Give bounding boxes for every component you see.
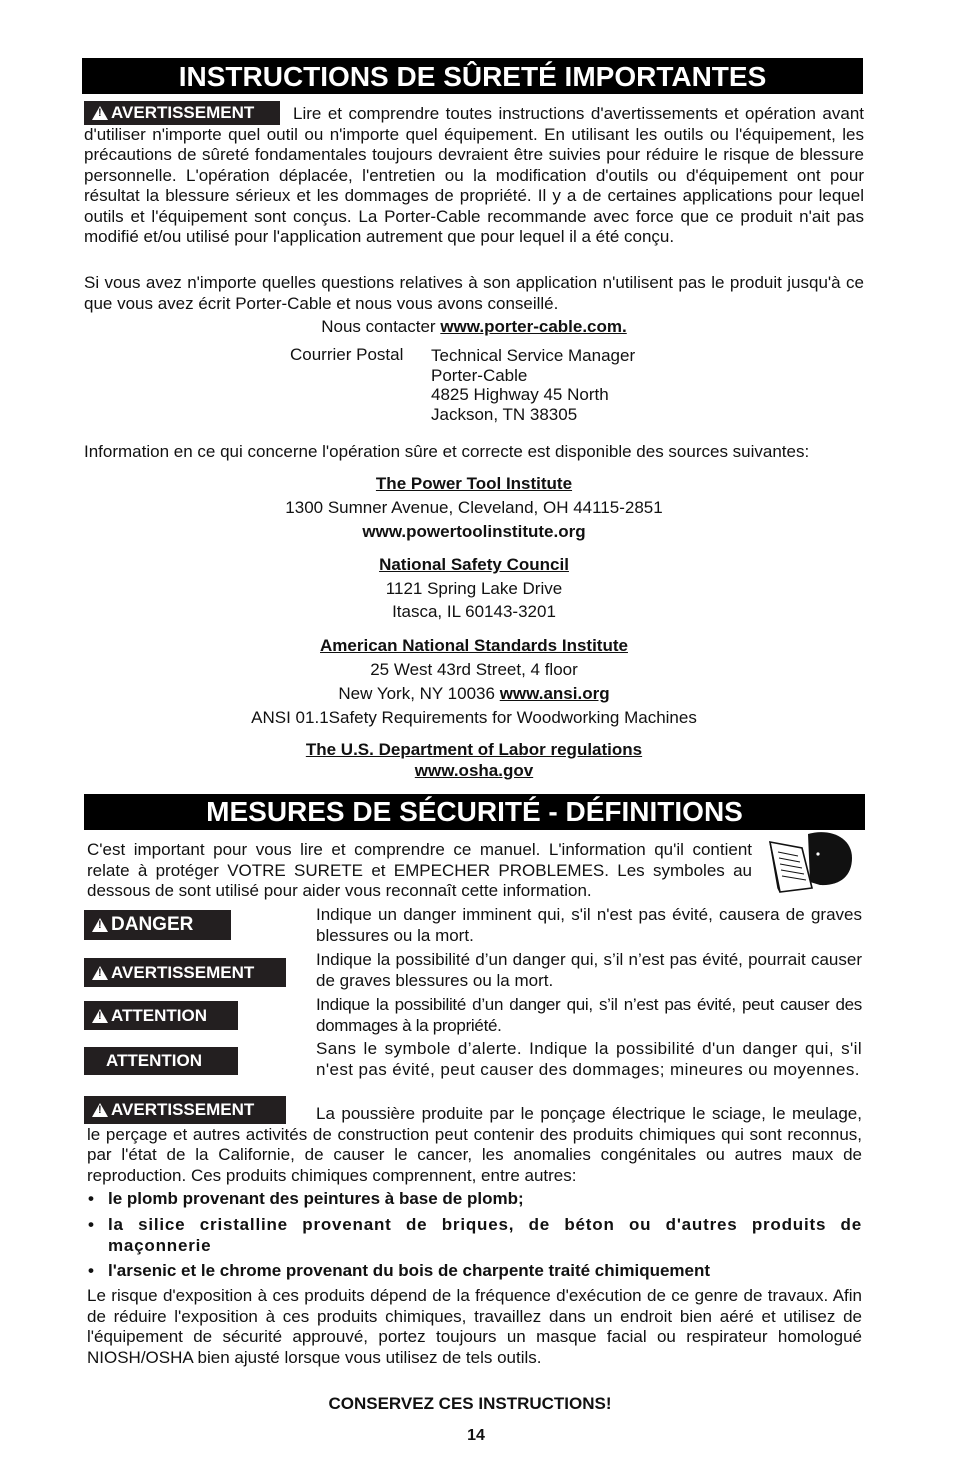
section-title-safety-instructions: INSTRUCTIONS DE SÛRETÉ IMPORTANTES [82,58,863,94]
dust-paragraph: La poussière produite par le ponçage électrique le sciage, le meulage, le perçage et autres activités de construction peut contenir des produits chimiques qui sont reconnus, par l'état de la Californie, de causer le cancer, les anomalies congénitales ou autres maux de reproduction. Ces produits chimiques comprennent, entre autres: [87,1104,862,1185]
list-item: • l'arsenic et le chrome provenant du bois de charpente traité chimiquement [88,1261,711,1280]
source-ansi-address2: New York, NY 10036 www.ansi.org [338,684,610,703]
info-paragraph: Information en ce qui concerne l'opération sûre et correcte est disponible des sources suivantes: [84,442,810,461]
section-title-definitions: MESURES DE SÉCURITÉ - DÉFINITIONS [84,794,865,830]
avertissement-label: ! AVERTISSEMENT [84,958,286,987]
source-dol-name: The U.S. Department of Labor regulations [305,740,643,759]
save-instructions-note: CONSERVEZ CES INSTRUCTIONS! [328,1394,612,1413]
alert-triangle-icon [92,918,108,932]
source-pti-name: The Power Tool Institute [375,474,573,493]
warning-label: ! AVERTISSEMENT [84,101,280,125]
mail-address: Technical Service Manager Porter-Cable 4825 Highway 45 North Jackson, TN 38305 [431,346,636,424]
danger-label: ! DANGER [84,910,231,940]
source-dol-url[interactable]: www.osha.gov [414,761,534,780]
attention-no-symbol-definition: Sans le symbole d’alerte. Indique la possibilité d'un danger qui, s'il n'est pas évité, peut causer des dommages; mineures ou moyennes. [316,1039,862,1079]
source-nsc-address1: 1121 Spring Lake Drive [385,579,563,598]
alert-triangle-icon [92,966,108,980]
attention-definition: Indique la possibilité d’un danger qui, s’il n’est pas évité, peut causer des dommages à la propriété. [316,995,862,1035]
source-nsc-name: National Safety Council [379,555,569,574]
alert-triangle-icon [92,1009,108,1023]
page-number: 14 [467,1427,485,1444]
dust-warning-label: ! AVERTISSEMENT [84,1096,286,1124]
mail-label: Courrier Postal [290,345,404,364]
contact-line: Nous contacter www.porter-cable.com. [321,317,627,336]
attention-no-symbol-label: ATTENTION [84,1047,238,1075]
danger-definition: Indique un danger imminent qui, s'il n'est pas évité, causera de graves blessures ou la mort. [316,905,862,945]
source-nsc-address2: Itasca, IL 60143-3201 [392,602,556,621]
risk-paragraph: Le risque d'exposition à ces produits dépend de la fréquence d'exécution de ce genre de travaux. Afin de réduire l'exposition à ces produits chimiques, travaillez dans un endroit bien aéré et utilisez de l'équipement de sécurité approuvé, portez toujours un masque facial ou respirateur homologué NIOSH/OSHA bien ajusté lorsque vous utilisez de tels outils. [87,1286,862,1367]
definitions-intro: C'est important pour vous lire et comprendre ce manuel. L'information qu'il contient relate à protéger VOTRE SURETE et EMPECHER PROBLEMES. Les symboles au dessous de sont utilisé pour aider vous reconnaît cette information. [87,840,752,900]
avertissement-definition: Indique la possibilité d’un danger qui, s’il n’est pas évité, pourrait causer de graves blessures ou la mort. [316,950,862,990]
list-item: • la silice cristalline provenant de briques, de béton ou d'autres produits de maçonnerie [88,1215,862,1255]
source-pti-address: 1300 Sumner Avenue, Cleveland, OH 44115-2851 [285,498,663,517]
contact-link[interactable]: www.porter-cable.com. [440,317,627,336]
questions-paragraph: Si vous avez n'importe quelles questions relatives à son application n'utilisent pas le produit jusqu'à ce que vous avez écrit Porter-Cable et nous vous avons conseillé. [84,273,864,313]
ansi-link[interactable]: www.ansi.org [499,684,610,703]
intro-paragraph: Lire et comprendre toutes instructions d'avertissements et opération avant d'utiliser n'importe quel outil ou n'importe quel équipement. En utilisant les outils ou l'équipement, les précautions de sûreté fondamentales toujours devraient être suivies pour réduire le risque de blessure personnelle. L'opération déplacée, l'entretien ou la modification d'outils ou d'équipement ont pour résultat la blessure sérieux et les dommages de propriété. Il y a de certaines applications pour lequel outils et l'équipement sont conçus. La Porter-Cable recommande avec force que ce produit n'ait pas modifié et/ou utilisé pour l'application autrement que pour lequel il a été conçu. [84,104,864,246]
source-pti-url[interactable]: www.powertoolinstitute.org [362,522,586,541]
manual-reader-icon [766,830,856,896]
source-ansi-name: American National Standards Institute [320,636,628,655]
source-ansi-standard: ANSI 01.1Safety Requirements for Woodworking Machines [251,708,697,727]
list-item: • le plomb provenant des peintures à base de plomb; [88,1189,524,1208]
source-ansi-address1: 25 West 43rd Street, 4 floor [370,660,578,679]
attention-label: ! ATTENTION [84,1001,238,1030]
